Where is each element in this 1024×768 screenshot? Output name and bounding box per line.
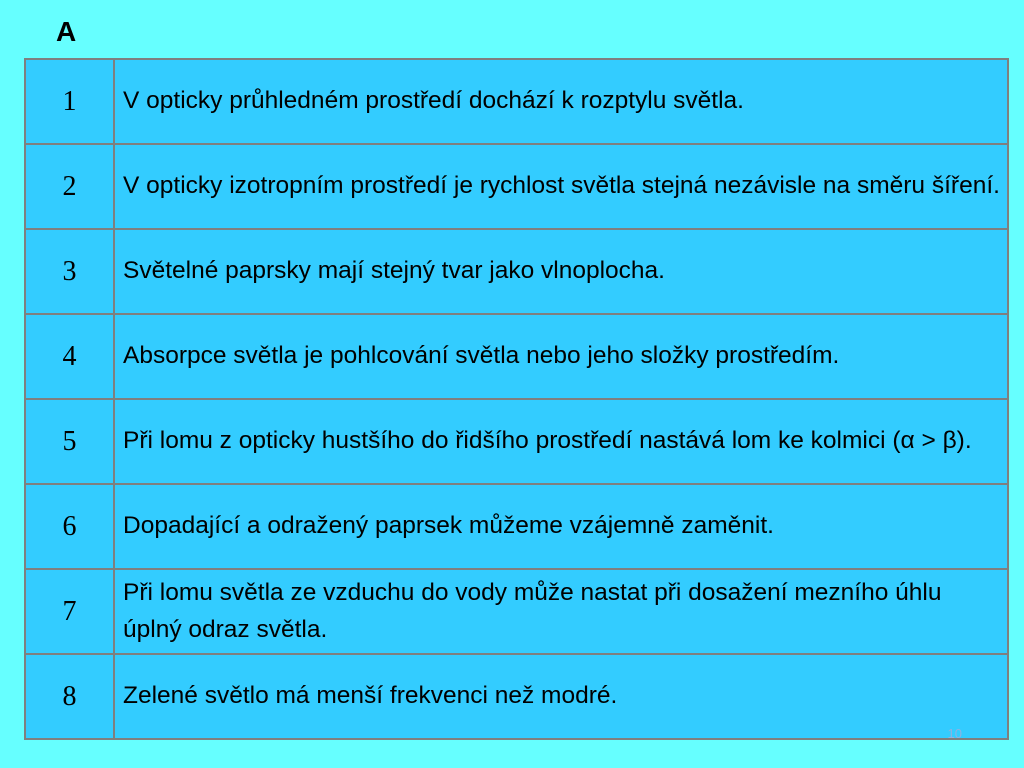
statement-number: 3 [25,229,114,314]
slide-heading: A [56,16,77,47]
statement-number: 4 [25,314,114,399]
statement-number: 7 [25,569,114,654]
statement-text: Světelné paprsky mají stejný tvar jako vlnoplocha. [114,229,1008,314]
statement-text: Zelené světlo má menší frekvenci než modré. [114,654,1008,739]
statement-text: Při lomu světla ze vzduchu do vody může nastat při dosažení mezního úhlu úplný odraz světla. [114,569,1008,654]
statement-text: V opticky průhledném prostředí dochází k rozptylu světla. [114,59,1008,144]
table-row [25,654,1008,739]
table-row [25,229,1008,314]
table-row [25,484,1008,569]
table-row [25,59,1008,144]
statements-table [24,58,1009,740]
statement-text: Při lomu z opticky hustšího do řidšího prostředí nastává lom ke kolmici (α > β). [114,399,1008,484]
statement-text: Dopadající a odražený paprsek můžeme vzájemně zaměnit. [114,484,1008,569]
table-row [25,399,1008,484]
statement-text: Absorpce světla je pohlcování světla nebo jeho složky prostředím. [114,314,1008,399]
statement-number: 8 [25,654,114,739]
statement-number: 1 [25,59,114,144]
table-row [25,314,1008,399]
statement-number: 5 [25,399,114,484]
statement-number: 6 [25,484,114,569]
table-row [25,569,1008,654]
statement-text: V opticky izotropním prostředí je rychlost světla stejná nezávisle na směru šíření. [114,144,1008,229]
page-number: 10 [947,726,962,741]
statement-number: 2 [25,144,114,229]
table-row [25,144,1008,229]
